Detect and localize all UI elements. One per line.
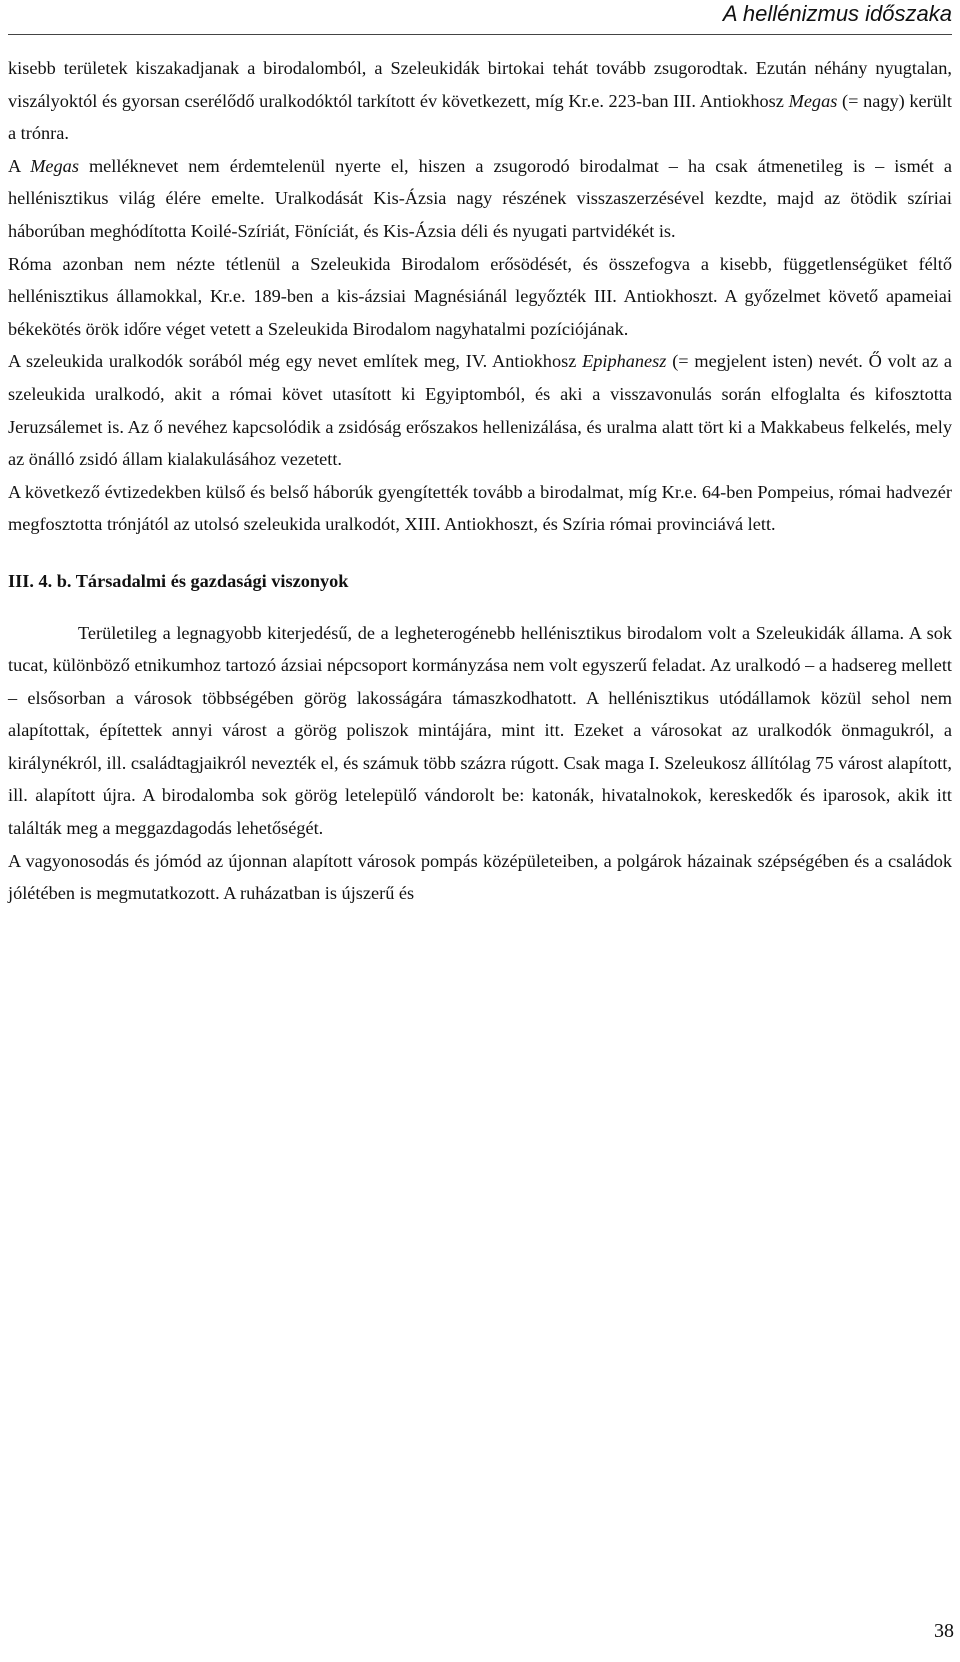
paragraph: A vagyonosodás és jómód az újonnan alapított városok pompás középületeiben, a polgárok házainak szépségében és a családok jólétében is megmutatkozott. A ruházatban is újszerű és (8, 850, 952, 904)
paragraph-text: melléknevet nem érdemtelenül nyerte el, hiszen a zsugorodó birodalmat – ha csak átmenetileg is – ismét a hellénisztikus világ élére emelte. Uralkodását Kis-Ázsia nagy részének visszaszerzésével kezdte, majd az ötödik szíriai háborúban meghódította Koilé-Szíriát, Föníciát, és Kis-Ázsia déli és nyugati partvidékét is. (8, 155, 953, 241)
emphasis-term: Megas (30, 155, 79, 176)
running-header (8, 0, 952, 35)
page-number: 38 (934, 1620, 954, 1642)
paragraph: A következő évtizedekben külső és belső háborúk gyengítették tovább a birodalmat, míg Kr.e. 64-ben Pompeius, római hadvezér megfosztotta trónjától az utolsó szeleukida uralkodót, XIII. Antiokhoszt, és Szíria római provinciává lett. (8, 481, 952, 535)
paragraph (8, 150, 952, 248)
paragraph: Róma azonban nem nézte tétlenül a Szeleukida Birodalom erősödését, és összefogva a kisebb, függetlenségüket féltő hellénisztikus államokkal, Kr.e. 189-ben a kis-ázsiai Magnésiánál legyőzték III. Antiokhoszt. A győzelmet követő apameiai békekötés örök időre véget vetett a Szeleukida Birodalom nagyhatalmi pozíciójának. (8, 253, 952, 339)
paragraph-text: A (8, 155, 31, 176)
paragraph (8, 52, 952, 150)
paragraph-text: (= megjelent isten) nevét. Ő volt az a szeleukida uralkodó, akit a római követ utasított ki Egyiptomból, és aki a visszavonulás során elfoglalta és kifosztotta Jeruzsálemet is. Az ő nevéhez kapcsolódik a zsidóság erőszakos hellenizálása, és uralma alatt tört ki a Makkabeus felkelés, mely az önálló zsidó állam kialakulásához vezetett. (8, 351, 952, 470)
paragraph (8, 345, 952, 475)
paragraph-text: A szeleukida uralkodók sorából még egy nevet említek meg, IV. Antiokhosz (8, 351, 583, 372)
paragraph-text: kisebb területek kiszakadjanak a birodalomból, a Szeleukidák birtokai tehát tovább zsugorodtak. Ezután néhány nyugtalan, viszályoktól és gyorsan cserélődő uralkodóktól tarkított év következett, míg Kr.e. 223-ban III. Antiokhosz (8, 58, 952, 111)
paragraph-text: (= nagy) került a trónra. (8, 90, 953, 144)
document-body (8, 52, 952, 910)
section-heading: III. 4. b. Társadalmi és gazdasági viszonyok (8, 570, 349, 591)
emphasis-term: Epiphanesz (582, 351, 667, 372)
emphasis-term: Megas (788, 90, 838, 111)
paragraph: Területileg a legnagyobb kiterjedésű, de a legheterogénebb hellénisztikus birodalom volt a Szeleukidák állama. A sok tucat, különböző etnikumhoz tartozó ázsiai népcsoport kormányzása nem volt egyszerű feladat. Az uralkodó – a hadsereg mellett – elsősorban a városok többségében görög lakosságára támaszkodhatott. A hellénisztikus utódállamok közül sehol nem alapítottak, építettek annyi várost a görög poliszok mintájára, mint itt. Ezeket a városokat az uralkodók önmagukról, a királynékról, ill. családtagjaikról nevezték el, és számuk több százra rúgott. Csak maga I. Szeleukosz állítólag 75 várost alapított, ill. alapított újra. A birodalomba sok görög letelepülő vándorolt be: katonák, hivatalnokok, kereskedők és iparosok, akik itt találták meg a meggazdagodás lehetőségét. (8, 622, 952, 839)
running-header-title: A hellénizmus időszaka (722, 1, 952, 26)
